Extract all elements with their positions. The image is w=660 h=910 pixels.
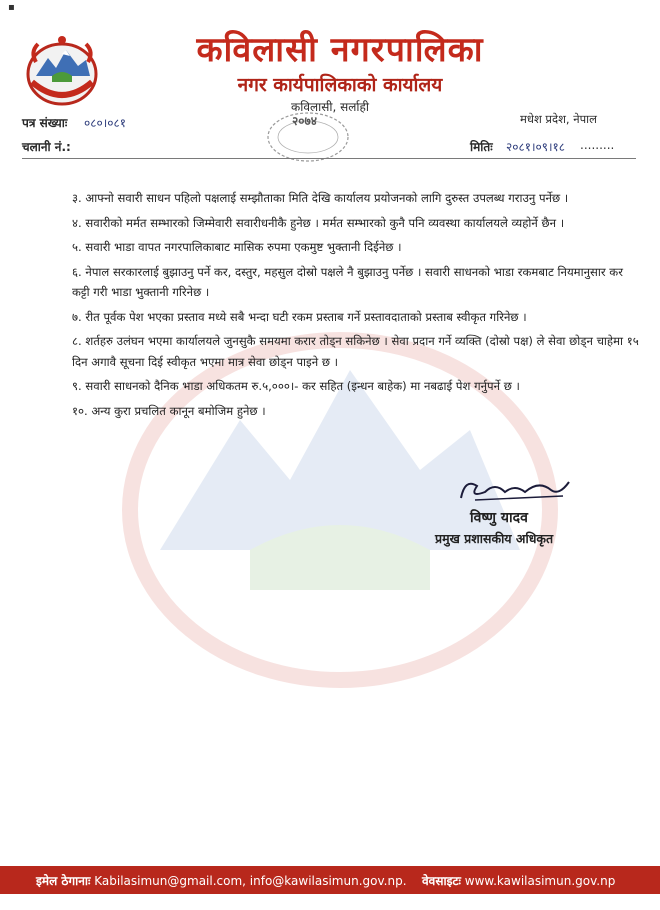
term-text: सवारी साधनको दैनिक भाडा अधिकतम रु.५,०००।- कर सहित (इन्धन बाहेक) मा नबढाई पेश गर्नुपर्ने छ । — [85, 379, 520, 393]
footer-website — [422, 872, 615, 889]
nepal-emblem-icon — [22, 32, 102, 108]
terms-list — [72, 188, 644, 425]
term-number: ५. — [72, 240, 82, 254]
office-name: कविलासी नगरपालिका — [196, 30, 484, 70]
term-text: नेपाल सरकारलाई बुझाउनु पर्ने कर, दस्तुर, महसुल दोस्रो पक्षले नै बुझाउनु पर्नेछ । सवारी साधनको भाडा रकमबाट नियमानुसार कर कट्टी गरी भाडा भुक्तानी गरिनेछ । — [72, 264, 623, 299]
term-text: सवारीको मर्मत सम्भारको जिम्मेवारी सवारीधनीकै हुनेछ । मर्मत सम्भारको कुनै पनि व्यवस्था कार्यालयले व्यहोर्ने छैन । — [85, 215, 565, 230]
term-number: ४. — [72, 215, 82, 230]
signature-scribble-icon — [455, 472, 575, 508]
term-number: १०. — [72, 403, 88, 418]
email-value[interactable]: Kabilasimun@gmail.com, info@kawilasimun.gov.np. — [94, 874, 407, 888]
term-item — [72, 188, 644, 209]
term-item — [72, 262, 644, 303]
office-subtitle: नगर कार्यपालिकाको कार्यालय — [237, 74, 443, 96]
term-text: आफ्नो सवारी साधन पहिलो पक्षलाई सम्झौताका मिति देखि कार्यालय प्रयोजनको लागि दुरुस्त उपलब्ध गराउनु पर्नेछ । — [85, 191, 569, 205]
term-number: ३. — [72, 191, 82, 205]
corner-mark: ▪ — [8, 2, 15, 13]
letter-number: ०८०।०८१ — [84, 116, 126, 130]
footer-email — [36, 872, 407, 889]
website-label: वेवसाइटः — [422, 874, 461, 888]
term-item — [72, 213, 644, 234]
province-name: मधेश प्रदेश, नेपाल — [520, 112, 597, 126]
date-value: २०८१।०९।१८ — [506, 140, 566, 154]
term-number: ८. — [72, 334, 82, 348]
dispatch-number-label: चलानी नं.: — [22, 140, 71, 154]
office-address: कविलासी, सर्लाही — [291, 100, 369, 114]
date-dotted-line: ......... — [580, 138, 615, 152]
term-text: शर्तहरु उलंघन भएमा कार्यालयले जुनसुकै समयमा करार तोड्न सकिनेछ । सेवा प्रदान गर्ने व्यक्ति (दोस्रो पक्ष) ले सेवा छोड्न चाहेमा १५ दिन अगावै सूचना दिई स्वीकृत भएमा मात्र सेवा छोड्न पाइने छ । — [72, 334, 639, 369]
term-number: ६. — [72, 264, 82, 279]
term-number: ९. — [72, 379, 82, 393]
term-item — [72, 331, 644, 372]
email-label: इमेल ठेगानाः — [36, 874, 91, 888]
letter-number-label: पत्र संख्याः — [22, 116, 68, 130]
term-text: रीत पूर्वक पेश भएका प्रस्ताव मध्ये सबै भन्दा घटी रकम प्रस्ताब गर्ने प्रस्तावदाताको प्रस्ताब स्वीकृत गरिनेछ । — [85, 309, 527, 324]
signer-name: विष्णु यादव — [470, 510, 528, 526]
term-number: ७. — [72, 309, 82, 324]
signer-title: प्रमुख प्रशासकीय अधिकृत — [435, 531, 554, 546]
term-item — [72, 376, 644, 397]
header-divider — [22, 158, 636, 159]
term-text: अन्य कुरा प्रचलित कानून बमोजिम हुनेछ । — [91, 403, 266, 418]
term-text: सवारी भाडा वापत नगरपालिकाबाट मासिक रुपमा एकमुष्ट भुक्तानी दिईनेछ । — [85, 240, 402, 254]
term-item — [72, 237, 644, 258]
term-item — [72, 307, 644, 328]
date-label: मितिः — [470, 140, 493, 154]
term-item — [72, 401, 644, 422]
stamp-year: २०७४ — [292, 114, 317, 128]
website-value[interactable]: www.kawilasimun.gov.np — [464, 874, 616, 888]
